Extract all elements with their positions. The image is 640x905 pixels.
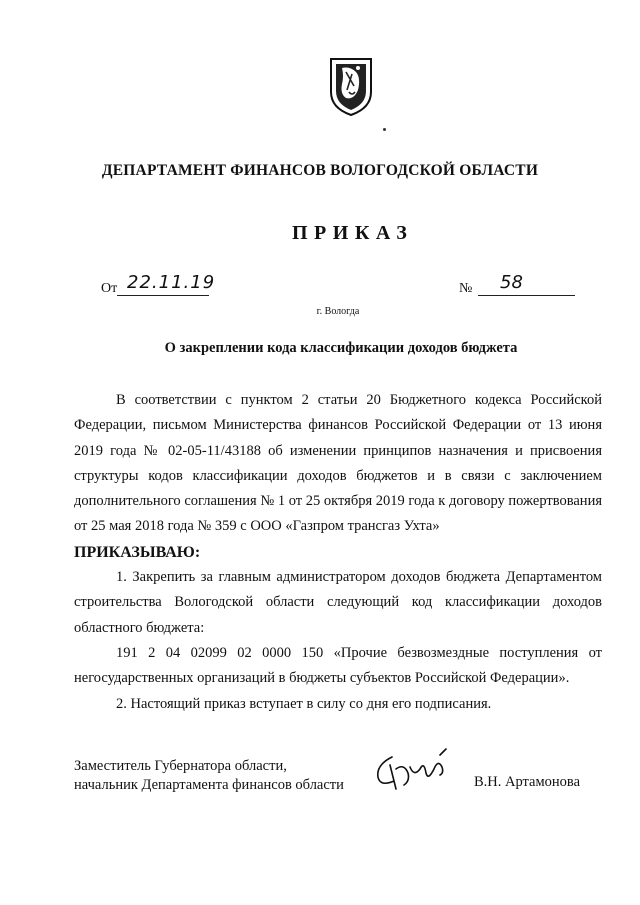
signatory-position [74,757,344,795]
order-item-1: 1. Закрепить за главным администратором доходов бюджета Департаментом строительства Вологодской области следующий код классификации доходов областного бюджета: [74,569,602,636]
order-subject: О закреплении кода классификации доходов бюджета [164,340,518,356]
order-body [74,388,602,717]
number-underline [478,295,575,296]
decorative-dot [383,128,386,131]
department-name: ДЕПАРТАМЕНТ ФИНАНСОВ ВОЛОГОДСКОЙ ОБЛАСТИ [101,162,539,179]
signer-name: В.Н. Артамонова [474,774,581,790]
date-value: 22.11.19 [127,272,216,293]
number-value: 58 [500,272,523,293]
order-item-2: 2. Настоящий приказ вступает в силу со дня его подписания. [116,695,492,712]
order-heading: ПРИКАЗЫВАЮ: [74,543,201,561]
date-underline [117,295,209,296]
classification-code: 191 2 04 02099 02 0000 150 «Прочие безвозмездные поступления от негосударственных организаций в бюджеты субъектов Российской Федерации». [74,644,602,687]
handwritten-signature [370,747,460,795]
number-label: № [459,281,473,296]
document-title: ПРИКАЗ [292,222,414,244]
position-line-1: Заместитель Губернатора области, [74,758,287,774]
date-label: От [101,281,118,296]
position-line-2: начальник Департамента финансов области [74,777,344,793]
coat-of-arms-icon [328,56,374,118]
city-label: г. Вологда [316,306,360,317]
preamble-paragraph: В соответствии с пунктом 2 статьи 20 Бюджетного кодекса Российской Федерации, письмом Министерства финансов Российской Федерации от 13 июня 2019 года № 02-05-11/43188 об изменении принципов назначения и присвоения структуры кодов классификации доходов бюджетов и в связи с заключением дополнительного соглашения № 1 от 25 октября 2019 года к договору пожертвования от 25 мая 2018 года № 359 с ООО «Газпром трансгаз Ухта» [74,392,602,535]
